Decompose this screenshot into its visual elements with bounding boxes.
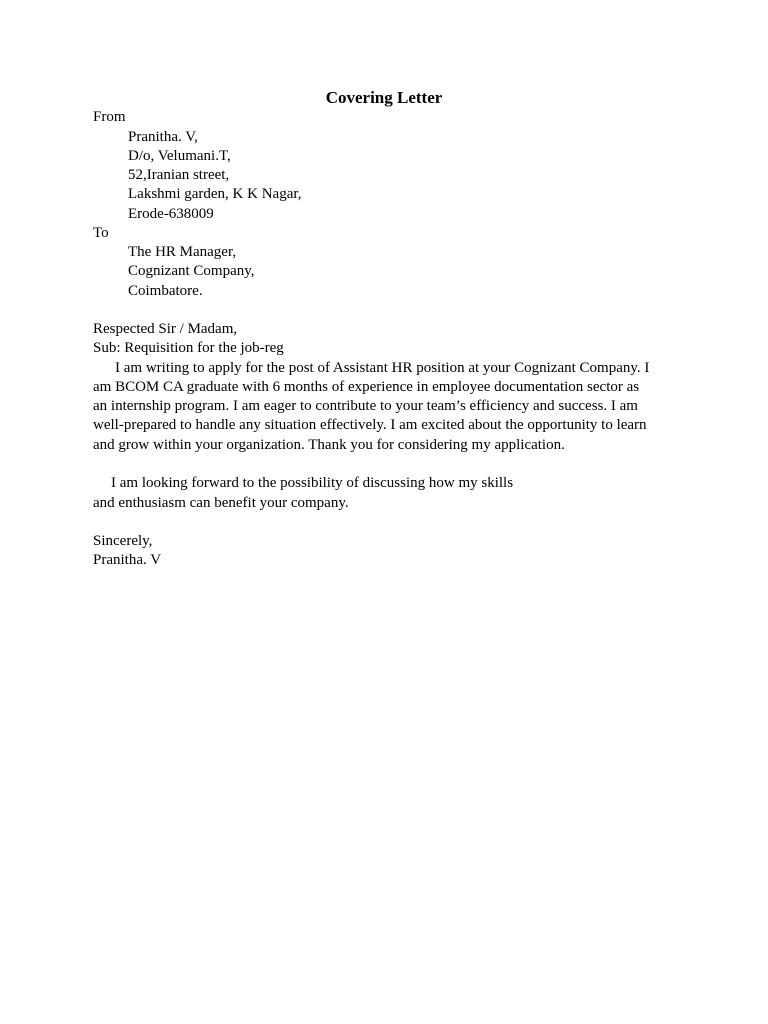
body-paragraph-1-line-4: well-prepared to handle any situation effectively. I am excited about the opportunity to learn (93, 417, 647, 433)
sender-name: Pranitha. V, (128, 129, 198, 145)
body-paragraph-1-line-5: and grow within your organization. Thank you for considering my application. (93, 437, 565, 453)
body-paragraph-1-line-3: an internship program. I am eager to contribute to your team’s efficiency and success. I am (93, 398, 638, 414)
recipient-city: Coimbatore. (128, 283, 203, 299)
body-paragraph-2-line-2: and enthusiasm can benefit your company. (93, 495, 349, 511)
subject-line: Sub: Requisition for the job-reg (93, 340, 284, 356)
signature: Pranitha. V (93, 552, 162, 568)
body-paragraph-1-line-2: am BCOM CA graduate with 6 months of experience in employee documentation sector as (93, 379, 640, 395)
recipient-title: The HR Manager, (128, 244, 237, 260)
sender-area: Lakshmi garden, K K Nagar, (128, 186, 302, 202)
body-paragraph-2-line-1: I am looking forward to the possibility of discussing how my skills (111, 475, 514, 491)
sender-street: 52,Iranian street, (128, 167, 230, 183)
body-paragraph-1-line-1: I am writing to apply for the post of Assistant HR position at your Cognizant Company. I (115, 360, 650, 376)
salutation: Respected Sir / Madam, (93, 321, 238, 337)
from-label: From (93, 109, 126, 125)
closing: Sincerely, (93, 533, 153, 549)
to-label: To (93, 225, 109, 241)
sender-city: Erode-638009 (128, 206, 214, 222)
letter-title: Covering Letter (325, 88, 443, 107)
sender-parent: D/o, Velumani.T, (128, 148, 231, 164)
recipient-company: Cognizant Company, (128, 263, 255, 279)
